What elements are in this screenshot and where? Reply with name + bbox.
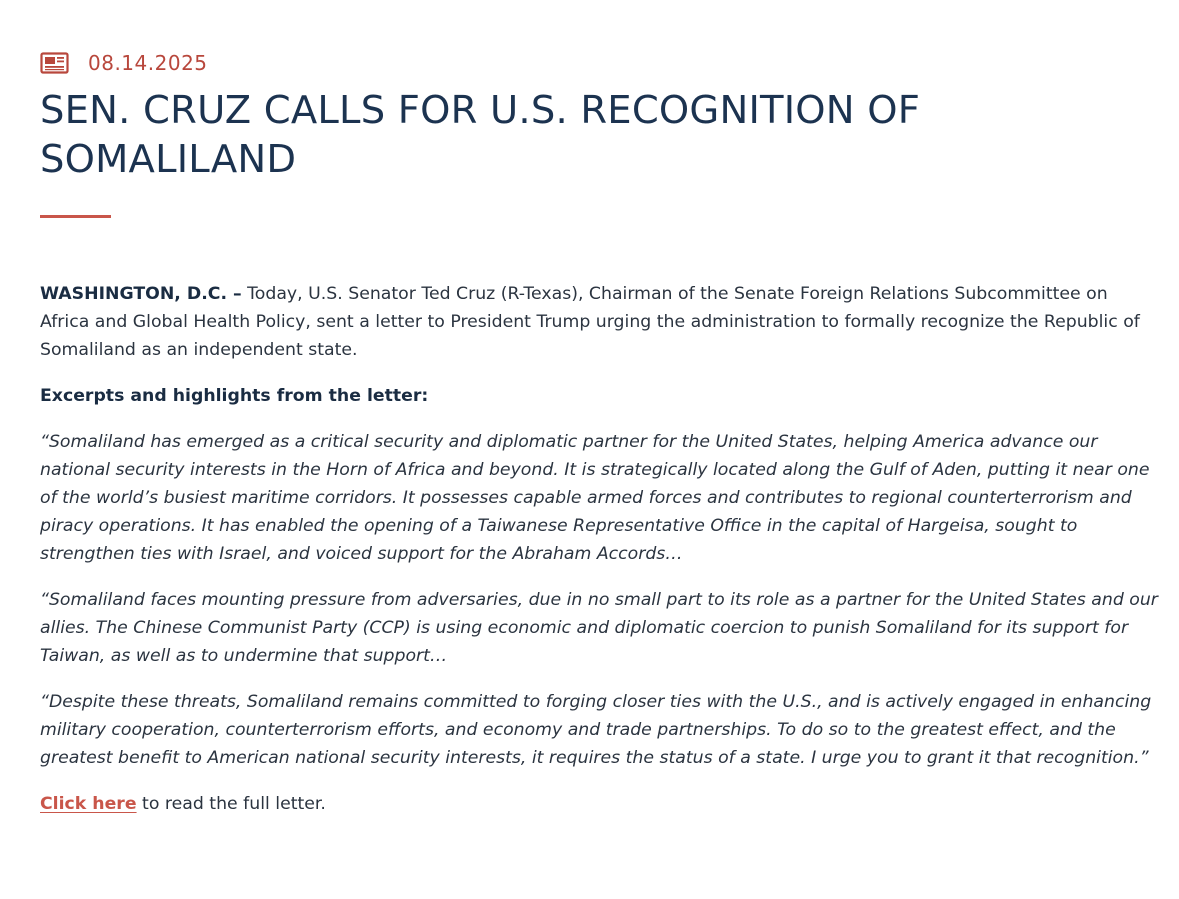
quote-paragraph-1: “Somaliland has emerged as a critical security and diplomatic partner for the United States, helping America advance our national security interests in the Horn of Africa and beyond. It is strategically located along the Gulf of Aden, putting it near one of the world’s busiest maritime corridors. It possesses capable armed forces and contributes to regional counterterrorism and piracy operations. It has enabled the opening of a Taiwanese Representative Office in the capital of Hargeisa, sought to strengthen ties with Israel, and voiced support for the Abraham Accords… bbox=[40, 432, 1150, 564]
lead-text: Today, U.S. Senator Ted Cruz (R-Texas), Chairman of the Senate Foreign Relations Subcommittee on Africa and Global Health Policy, sent a letter to President Trump urging the administration to formally recognize the Republic of Somaliland as an independent state. bbox=[40, 284, 1140, 360]
title-divider bbox=[40, 215, 111, 218]
article-body bbox=[40, 280, 1160, 836]
dateline bbox=[40, 49, 208, 77]
quote-paragraph-3: “Despite these threats, Somaliland remains committed to forging closer ties with the U.S., and is actively engaged in enhancing military cooperation, counterterrorism efforts, and economy and trade partnerships. To do so to the greatest effect, and the greatest benefit to American national security interests, it requires the status of a state. I urge you to grant it that recognition.” bbox=[40, 692, 1152, 768]
excerpts-heading: Excerpts and highlights from the letter: bbox=[40, 386, 429, 406]
newspaper-icon bbox=[40, 51, 70, 75]
page-title: SEN. CRUZ CALLS FOR U.S. RECOGNITION OF SOMALILAND bbox=[40, 88, 921, 182]
publish-date: 08.14.2025 bbox=[88, 51, 208, 75]
quote-paragraph-2: “Somaliland faces mounting pressure from adversaries, due in no small part to its role as a partner for the United States and our allies. The Chinese Communist Party (CCP) is using economic and diplomatic coercion to punish Somaliland for its support for Taiwan, as well as to undermine that support… bbox=[40, 590, 1158, 666]
lead-dateline: WASHINGTON, D.C. – bbox=[40, 284, 242, 304]
full-letter-paragraph bbox=[40, 790, 1160, 818]
full-letter-suffix: to read the full letter. bbox=[136, 794, 326, 814]
lead-paragraph bbox=[40, 280, 1160, 364]
full-letter-link[interactable]: Click here bbox=[40, 794, 137, 814]
